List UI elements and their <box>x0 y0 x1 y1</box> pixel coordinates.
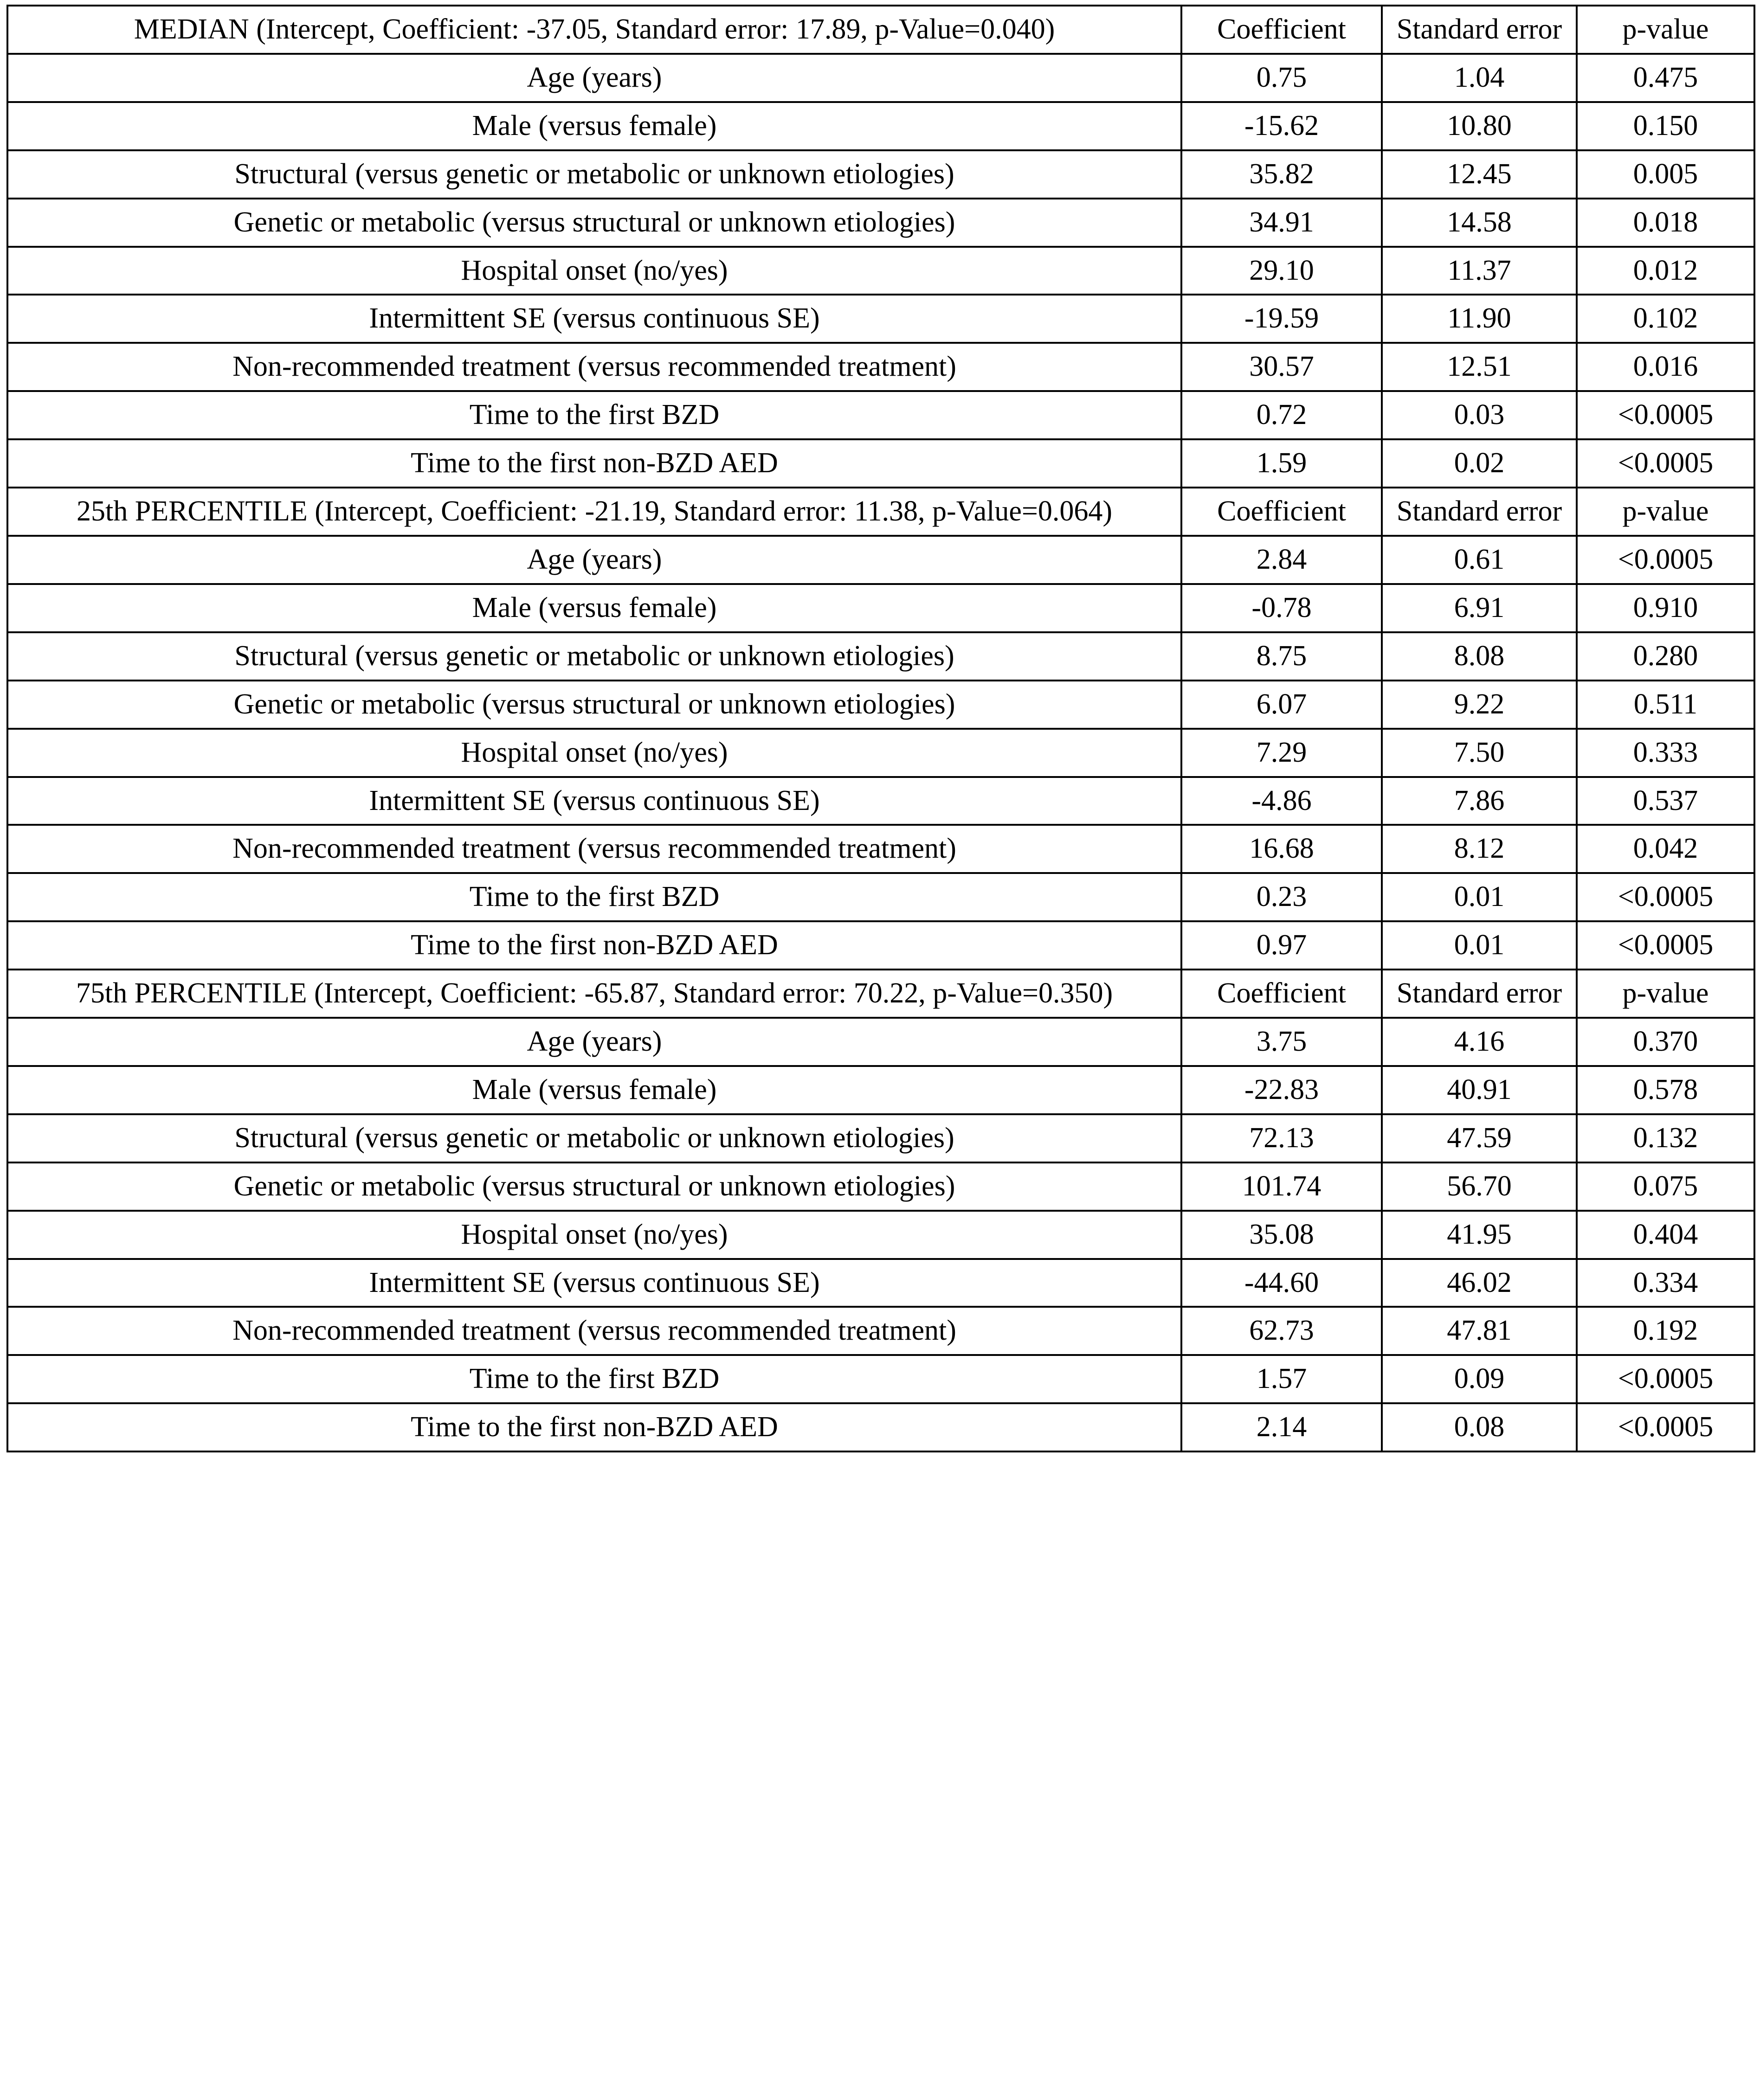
row-coefficient: 1.59 <box>1181 439 1382 488</box>
table-row <box>7 54 1754 102</box>
column-header-coefficient: Coefficient <box>1181 6 1382 54</box>
row-standard-error: 6.91 <box>1382 584 1577 632</box>
row-pvalue: <0.0005 <box>1577 921 1754 970</box>
table-row <box>7 439 1754 488</box>
row-coefficient: 16.68 <box>1181 825 1382 873</box>
column-header-pvalue: p-value <box>1577 6 1754 54</box>
row-standard-error: 11.90 <box>1382 295 1577 343</box>
row-coefficient: 0.75 <box>1181 54 1382 102</box>
section-title: 75th PERCENTILE (Intercept, Coefficient: -65.87, Standard error: 70.22, p-Value=0.350) <box>7 970 1181 1018</box>
row-standard-error: 11.37 <box>1382 247 1577 295</box>
row-standard-error: 47.59 <box>1382 1114 1577 1162</box>
row-coefficient: -0.78 <box>1181 584 1382 632</box>
row-coefficient: 35.08 <box>1181 1211 1382 1259</box>
row-standard-error: 7.50 <box>1382 729 1577 777</box>
row-coefficient: 29.10 <box>1181 247 1382 295</box>
table-row <box>7 150 1754 199</box>
table-row <box>7 1403 1754 1451</box>
row-standard-error: 47.81 <box>1382 1307 1577 1355</box>
section-title: MEDIAN (Intercept, Coefficient: -37.05, Standard error: 17.89, p-Value=0.040) <box>7 6 1181 54</box>
column-header-standard-error: Standard error <box>1382 970 1577 1018</box>
row-label: Intermittent SE (versus continuous SE) <box>7 1259 1181 1307</box>
table-row <box>7 1066 1754 1114</box>
row-coefficient: -15.62 <box>1181 102 1382 150</box>
row-label: Structural (versus genetic or metabolic or unknown etiologies) <box>7 1114 1181 1162</box>
row-label: Genetic or metabolic (versus structural or unknown etiologies) <box>7 199 1181 247</box>
row-pvalue: 0.012 <box>1577 247 1754 295</box>
row-standard-error: 14.58 <box>1382 199 1577 247</box>
table-row <box>7 1018 1754 1066</box>
column-header-coefficient: Coefficient <box>1181 970 1382 1018</box>
row-label: Age (years) <box>7 54 1181 102</box>
row-coefficient: 8.75 <box>1181 632 1382 681</box>
section-title: 25th PERCENTILE (Intercept, Coefficient: -21.19, Standard error: 11.38, p-Value=0.064) <box>7 488 1181 536</box>
row-label: Hospital onset (no/yes) <box>7 1211 1181 1259</box>
row-label: Male (versus female) <box>7 584 1181 632</box>
row-label: Genetic or metabolic (versus structural or unknown etiologies) <box>7 681 1181 729</box>
row-pvalue: 0.150 <box>1577 102 1754 150</box>
row-coefficient: 101.74 <box>1181 1162 1382 1211</box>
table-row <box>7 921 1754 970</box>
row-pvalue: <0.0005 <box>1577 1355 1754 1403</box>
row-label: Structural (versus genetic or metabolic or unknown etiologies) <box>7 632 1181 681</box>
row-coefficient: 0.97 <box>1181 921 1382 970</box>
row-standard-error: 4.16 <box>1382 1018 1577 1066</box>
row-pvalue: 0.404 <box>1577 1211 1754 1259</box>
row-label: Time to the first BZD <box>7 873 1181 921</box>
table-row <box>7 1307 1754 1355</box>
row-coefficient: -22.83 <box>1181 1066 1382 1114</box>
row-coefficient: 30.57 <box>1181 343 1382 391</box>
row-coefficient: 0.23 <box>1181 873 1382 921</box>
column-header-standard-error: Standard error <box>1382 6 1577 54</box>
table-row <box>7 729 1754 777</box>
table-row <box>7 1259 1754 1307</box>
row-label: Male (versus female) <box>7 1066 1181 1114</box>
row-coefficient: 72.13 <box>1181 1114 1382 1162</box>
column-header-standard-error: Standard error <box>1382 488 1577 536</box>
row-standard-error: 8.08 <box>1382 632 1577 681</box>
row-standard-error: 0.61 <box>1382 536 1577 584</box>
row-coefficient: -19.59 <box>1181 295 1382 343</box>
row-label: Time to the first BZD <box>7 1355 1181 1403</box>
row-standard-error: 7.86 <box>1382 777 1577 825</box>
row-label: Intermittent SE (versus continuous SE) <box>7 295 1181 343</box>
table-row <box>7 873 1754 921</box>
row-label: Non-recommended treatment (versus recommended treatment) <box>7 825 1181 873</box>
row-standard-error: 0.02 <box>1382 439 1577 488</box>
row-standard-error: 12.45 <box>1382 150 1577 199</box>
row-standard-error: 0.01 <box>1382 873 1577 921</box>
row-standard-error: 40.91 <box>1382 1066 1577 1114</box>
row-coefficient: 62.73 <box>1181 1307 1382 1355</box>
row-pvalue: 0.475 <box>1577 54 1754 102</box>
table-row <box>7 102 1754 150</box>
table-row <box>7 1211 1754 1259</box>
row-pvalue: 0.370 <box>1577 1018 1754 1066</box>
row-standard-error: 8.12 <box>1382 825 1577 873</box>
row-coefficient: 1.57 <box>1181 1355 1382 1403</box>
row-pvalue: 0.005 <box>1577 150 1754 199</box>
row-standard-error: 56.70 <box>1382 1162 1577 1211</box>
row-pvalue: 0.042 <box>1577 825 1754 873</box>
row-pvalue: 0.910 <box>1577 584 1754 632</box>
row-standard-error: 9.22 <box>1382 681 1577 729</box>
row-pvalue: 0.334 <box>1577 1259 1754 1307</box>
row-standard-error: 12.51 <box>1382 343 1577 391</box>
table-row <box>7 295 1754 343</box>
table-row <box>7 343 1754 391</box>
table-row <box>7 391 1754 439</box>
row-label: Male (versus female) <box>7 102 1181 150</box>
row-standard-error: 10.80 <box>1382 102 1577 150</box>
row-label: Time to the first non-BZD AED <box>7 439 1181 488</box>
row-pvalue: <0.0005 <box>1577 439 1754 488</box>
table-row <box>7 584 1754 632</box>
table-row <box>7 247 1754 295</box>
table-row <box>7 536 1754 584</box>
row-coefficient: 2.14 <box>1181 1403 1382 1451</box>
row-coefficient: -44.60 <box>1181 1259 1382 1307</box>
row-pvalue: 0.102 <box>1577 295 1754 343</box>
row-pvalue: 0.192 <box>1577 1307 1754 1355</box>
row-label: Structural (versus genetic or metabolic or unknown etiologies) <box>7 150 1181 199</box>
row-standard-error: 1.04 <box>1382 54 1577 102</box>
row-coefficient: 35.82 <box>1181 150 1382 199</box>
row-label: Non-recommended treatment (versus recommended treatment) <box>7 343 1181 391</box>
row-label: Time to the first non-BZD AED <box>7 1403 1181 1451</box>
row-label: Intermittent SE (versus continuous SE) <box>7 777 1181 825</box>
row-label: Hospital onset (no/yes) <box>7 247 1181 295</box>
column-header-pvalue: p-value <box>1577 970 1754 1018</box>
row-label: Non-recommended treatment (versus recommended treatment) <box>7 1307 1181 1355</box>
row-label: Genetic or metabolic (versus structural or unknown etiologies) <box>7 1162 1181 1211</box>
row-label: Hospital onset (no/yes) <box>7 729 1181 777</box>
row-label: Age (years) <box>7 536 1181 584</box>
row-pvalue: 0.132 <box>1577 1114 1754 1162</box>
table-row <box>7 1162 1754 1211</box>
row-coefficient: 7.29 <box>1181 729 1382 777</box>
table-row <box>7 1355 1754 1403</box>
row-coefficient: 6.07 <box>1181 681 1382 729</box>
row-coefficient: 0.72 <box>1181 391 1382 439</box>
section-header-row <box>7 970 1754 1018</box>
row-coefficient: 2.84 <box>1181 536 1382 584</box>
row-standard-error: 0.09 <box>1382 1355 1577 1403</box>
row-pvalue: 0.016 <box>1577 343 1754 391</box>
table-row <box>7 632 1754 681</box>
row-coefficient: 3.75 <box>1181 1018 1382 1066</box>
table-row <box>7 1114 1754 1162</box>
row-label: Time to the first non-BZD AED <box>7 921 1181 970</box>
row-label: Time to the first BZD <box>7 391 1181 439</box>
row-label: Age (years) <box>7 1018 1181 1066</box>
row-coefficient: 34.91 <box>1181 199 1382 247</box>
section-header-row <box>7 6 1754 54</box>
row-pvalue: 0.018 <box>1577 199 1754 247</box>
row-pvalue: 0.333 <box>1577 729 1754 777</box>
table-row <box>7 199 1754 247</box>
row-pvalue: 0.537 <box>1577 777 1754 825</box>
column-header-coefficient: Coefficient <box>1181 488 1382 536</box>
row-pvalue: <0.0005 <box>1577 536 1754 584</box>
row-standard-error: 0.01 <box>1382 921 1577 970</box>
section-header-row <box>7 488 1754 536</box>
row-standard-error: 0.08 <box>1382 1403 1577 1451</box>
table-row <box>7 825 1754 873</box>
row-coefficient: -4.86 <box>1181 777 1382 825</box>
row-pvalue: 0.280 <box>1577 632 1754 681</box>
table-row <box>7 681 1754 729</box>
row-pvalue: 0.511 <box>1577 681 1754 729</box>
row-pvalue: <0.0005 <box>1577 391 1754 439</box>
row-standard-error: 41.95 <box>1382 1211 1577 1259</box>
column-header-pvalue: p-value <box>1577 488 1754 536</box>
row-pvalue: <0.0005 <box>1577 873 1754 921</box>
row-pvalue: 0.578 <box>1577 1066 1754 1114</box>
table-row <box>7 777 1754 825</box>
row-standard-error: 46.02 <box>1382 1259 1577 1307</box>
row-standard-error: 0.03 <box>1382 391 1577 439</box>
row-pvalue: <0.0005 <box>1577 1403 1754 1451</box>
quantile-regression-table <box>6 5 1755 1452</box>
row-pvalue: 0.075 <box>1577 1162 1754 1211</box>
